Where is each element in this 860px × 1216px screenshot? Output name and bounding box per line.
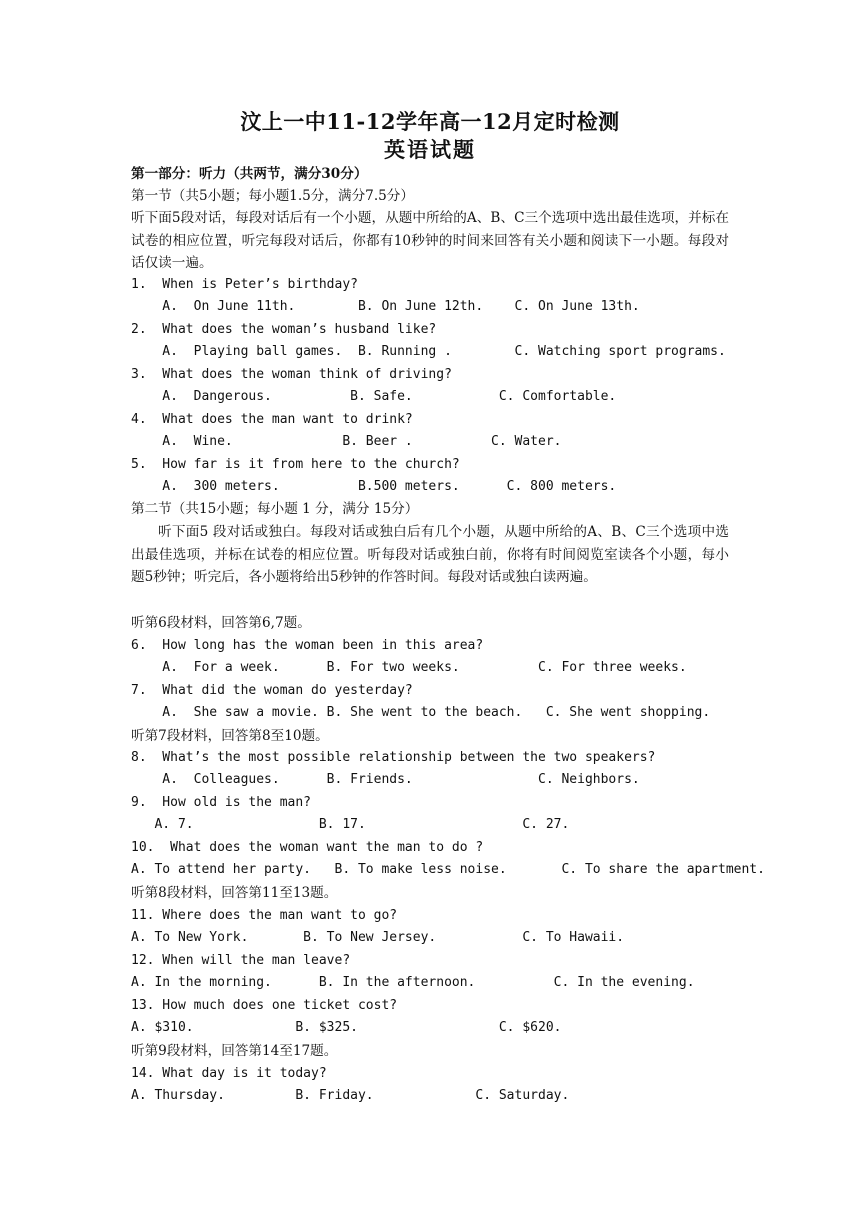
question-12: 12. When will the man leave? — [131, 953, 351, 968]
question-4-options: A. Wine. B. Beer . C. Water. — [131, 434, 562, 449]
material-6-note: 听第6段材料，回答第6,7题。 — [131, 615, 311, 631]
part1-heading: 第一部分：听力（共两节，满分30分） — [131, 166, 368, 182]
question-7: 7. What did the woman do yesterday? — [131, 683, 413, 698]
question-13-options: A. $310. B. $325. C. $620. — [131, 1020, 562, 1035]
question-4: 4. What does the man want to drink? — [131, 412, 413, 427]
question-14: 14. What day is it today? — [131, 1066, 327, 1081]
exam-subtitle: 英语试题 — [384, 137, 476, 162]
question-2: 2. What does the woman’s husband like? — [131, 322, 437, 337]
material-8-note: 听第8段材料，回答第11至13题。 — [131, 885, 338, 901]
question-8: 8. What’s the most possible relationship between the two speakers? — [131, 750, 656, 765]
question-11: 11. Where does the man want to go? — [131, 908, 398, 923]
question-9-options: A. 7. B. 17. C. 27. — [131, 817, 570, 832]
question-1: 1. When is Peter’s birthday? — [131, 277, 358, 292]
question-12-options: A. In the morning. B. In the afternoon. C. In the evening. — [131, 975, 695, 990]
section2-instructions: 听下面5 段对话或独白。每段对话或独白后有几个小题，从题中所给的A、B、C三个选项中选出最佳选项，并标在试卷的相应位置。听每段对话或独白前，你将有时间阅览室读各个小题，每小题5秒钟；听完后，各小题将给出5秒钟的作答时间。每段对话或独白读两遍。 — [131, 524, 729, 585]
question-7-options: A. She saw a movie. B. She went to the beach. C. She went shopping. — [131, 705, 711, 720]
question-13: 13. How much does one ticket cost? — [131, 998, 398, 1013]
question-3-options: A. Dangerous. B. Safe. C. Comfortable. — [131, 389, 617, 404]
question-6-options: A. For a week. B. For two weeks. C. For three weeks. — [131, 660, 687, 675]
material-9-note: 听第9段材料，回答第14至17题。 — [131, 1043, 338, 1059]
question-10: 10. What does the woman want the man to do ? — [131, 840, 484, 855]
question-1-options: A. On June 11th. B. On June 12th. C. On June 13th. — [131, 299, 640, 314]
section1-instructions: 听下面5段对话，每段对话后有一个小题，从题中所给的A、B、C三个选项中选出最佳选项，并标在试卷的相应位置，听完每段对话后，你都有10秒钟的时间来回答有关小题和阅读下一小题。每段对话仅读一遍。 — [131, 210, 729, 271]
exam-title: 汶上一中11-12学年高一12月定时检测 — [240, 109, 620, 134]
material-7-note: 听第7段材料，回答第8至10题。 — [131, 728, 329, 744]
question-8-options: A. Colleagues. B. Friends. C. Neighbors. — [131, 772, 640, 787]
question-2-options: A. Playing ball games. B. Running . C. Watching sport programs. — [131, 344, 726, 359]
section2-heading: 第二节（共15小题；每小题 1 分，满分 15分） — [131, 501, 419, 517]
question-11-options: A. To New York. B. To New Jersey. C. To Hawaii. — [131, 930, 625, 945]
question-3: 3. What does the woman think of driving? — [131, 367, 452, 382]
question-5: 5. How far is it from here to the church? — [131, 457, 460, 472]
question-5-options: A. 300 meters. B.500 meters. C. 800 meters. — [131, 479, 617, 494]
section1-heading: 第一节（共5小题；每小题1.5分，满分7.5分） — [131, 188, 414, 204]
question-9: 9. How old is the man? — [131, 795, 312, 810]
question-6: 6. How long has the woman been in this area? — [131, 638, 484, 653]
question-10-options: A. To attend her party. B. To make less noise. C. To share the apartment. — [131, 862, 765, 877]
question-14-options: A. Thursday. B. Friday. C. Saturday. — [131, 1088, 570, 1103]
